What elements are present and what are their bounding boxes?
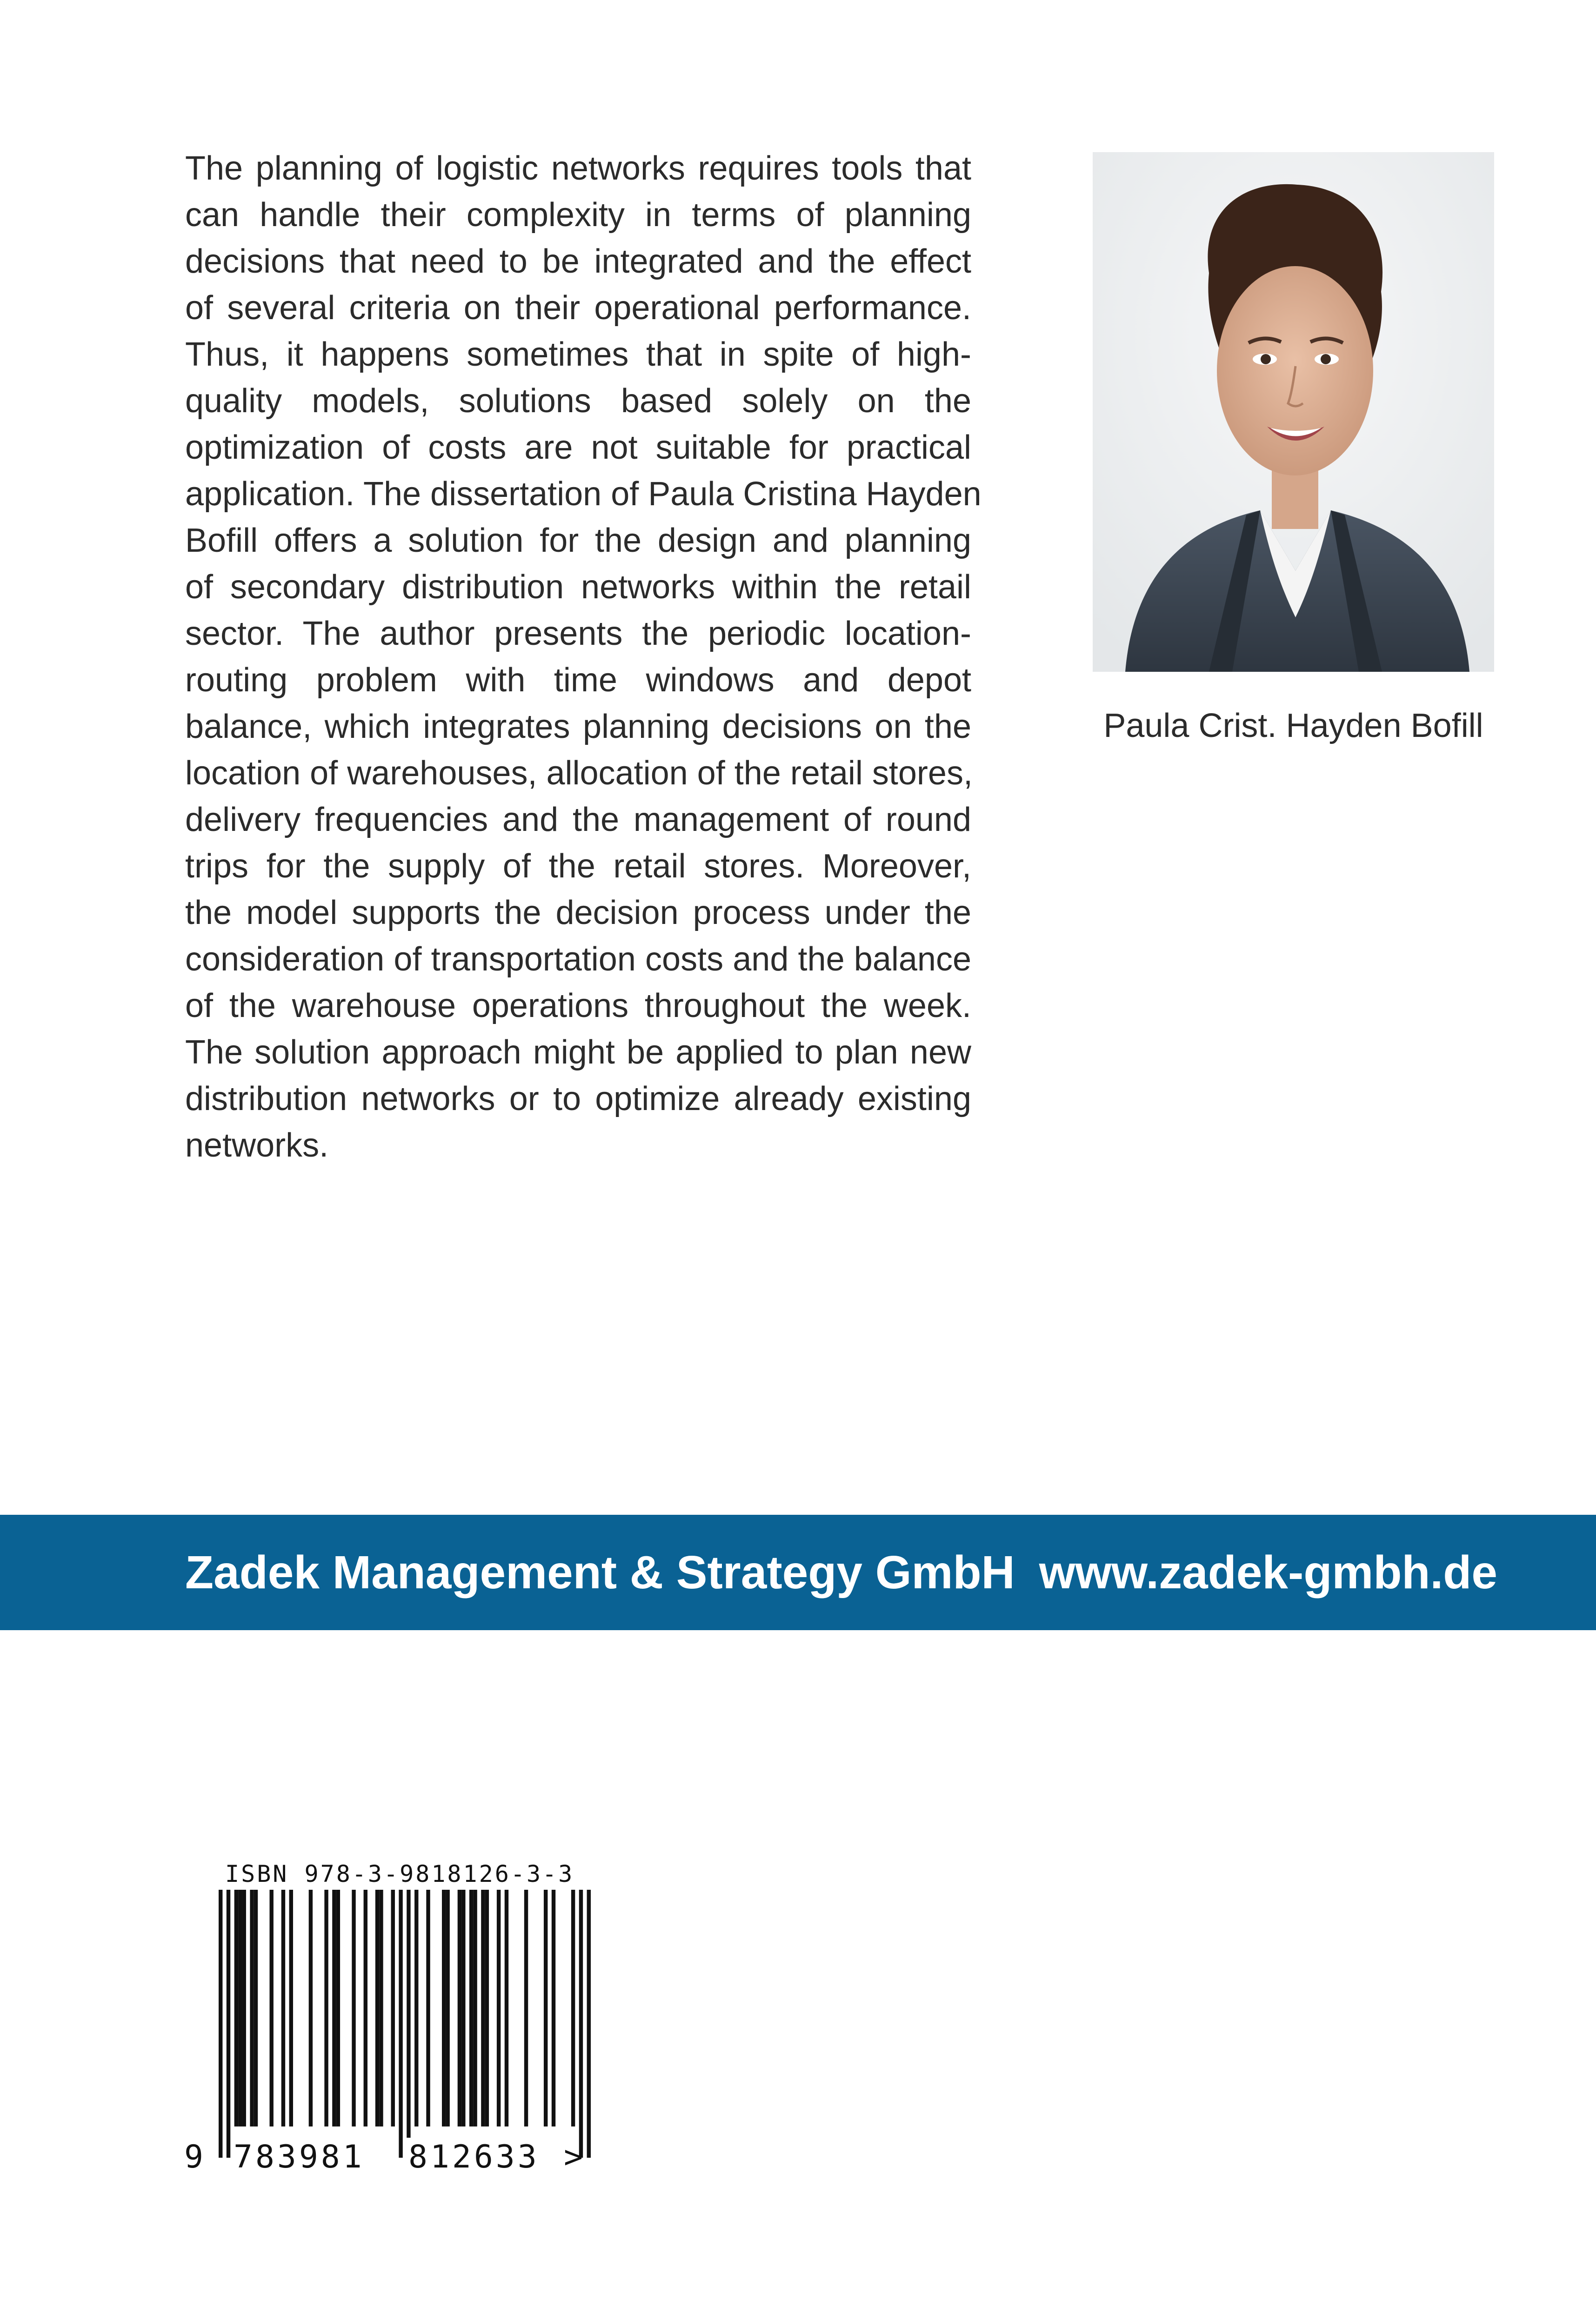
- blurb-line: trips for the supply of the retail stores. Moreover,: [185, 848, 971, 885]
- barcode-bar: [505, 1890, 508, 2127]
- barcode-bar: [324, 1890, 328, 2127]
- barcode-bar: [407, 1890, 410, 2158]
- blurb-line: can handle their complexity in terms of planning: [185, 196, 971, 234]
- barcode-bar: [250, 1890, 254, 2127]
- barcode-bar: [364, 1890, 367, 2127]
- barcode-bar: [552, 1890, 555, 2127]
- description-text: [185, 145, 982, 1169]
- publisher-band: [0, 1515, 1596, 1630]
- blurb-line: optimization of costs are not suitable for practical: [185, 429, 971, 466]
- blurb-line: distribution networks or to optimize already existing: [185, 1080, 971, 1117]
- barcode-bar: [332, 1890, 336, 2127]
- barcode-bar: [309, 1890, 313, 2127]
- ean-right-digits: 812633: [407, 2138, 541, 2177]
- barcode-bar: [336, 1890, 340, 2127]
- blurb-line: decisions that need to be integrated and the effect: [185, 243, 971, 280]
- barcode-bar: [473, 1890, 477, 2127]
- blurb-line: networks.: [185, 1127, 329, 1164]
- author-name-caption: Paula Crist. Hayden Bofill: [1103, 707, 1483, 744]
- barcode-bar: [238, 1890, 242, 2127]
- barcode-bar: [399, 1890, 402, 2158]
- barcode-bar: [461, 1890, 465, 2127]
- barcode-bar: [269, 1890, 273, 2127]
- blurb-line: Thus, it happens sometimes that in spite of high-: [185, 336, 971, 373]
- blurb-line: quality models, solutions based solely on the: [185, 382, 971, 420]
- blurb-line: The solution approach might be applied to plan new: [185, 1034, 971, 1071]
- blurb-line: of secondary distribution networks within the retail: [185, 569, 971, 606]
- barcode-bar: [426, 1890, 430, 2127]
- barcode-bar: [219, 1890, 222, 2158]
- barcode-bar: [446, 1890, 449, 2127]
- blurb-line: delivery frequencies and the management of round: [185, 801, 971, 838]
- barcode-bar: [497, 1890, 501, 2127]
- barcode-bar: [352, 1890, 355, 2127]
- blurb-line: consideration of transportation costs and the balance: [185, 941, 971, 978]
- isbn-label: ISBN 978-3-9818126-3-3: [225, 1860, 574, 1887]
- ean-left-digits: 783981: [232, 2138, 367, 2177]
- blurb-line: The planning of logistic networks requires tools that: [185, 150, 971, 187]
- blurb-line: sector. The author presents the periodic location-: [185, 615, 971, 652]
- barcode-bar: [242, 1890, 246, 2127]
- portrait-illustration: [1093, 152, 1494, 672]
- barcode-bar: [414, 1890, 418, 2127]
- barcode-bar: [458, 1890, 461, 2127]
- blurb-line: application. The dissertation of Paula Cristina Hayden: [185, 475, 982, 513]
- blurb-line: of the warehouse operations throughout the week.: [185, 987, 971, 1024]
- blurb-line: balance, which integrates planning decisions on the: [185, 708, 971, 745]
- blurb-line: routing problem with time windows and depot: [185, 662, 971, 699]
- author-photo: [1093, 152, 1494, 672]
- barcode-bar: [571, 1890, 575, 2127]
- barcode-bar: [289, 1890, 293, 2127]
- publisher-name: Zadek Management & Strategy GmbH: [185, 1546, 1015, 1599]
- barcode-bar: [524, 1890, 528, 2127]
- barcode-bar: [375, 1890, 379, 2127]
- blurb-line: Bofill offers a solution for the design and planning: [185, 522, 971, 559]
- barcode-bars: [219, 1890, 591, 2158]
- barcode-bar: [379, 1890, 383, 2127]
- barcode-bar: [481, 1890, 485, 2127]
- publisher-website-link[interactable]: www.zadek-gmbh.de: [1039, 1546, 1497, 1599]
- ean-quiet-zone-mark: >: [564, 2139, 583, 2175]
- barcode-bar: [587, 1890, 591, 2158]
- barcode-bar: [485, 1890, 489, 2127]
- blurb-line: of several criteria on their operational performance.: [185, 289, 971, 327]
- isbn-barcode: [219, 1890, 591, 2158]
- blurb-line: location of warehouses, allocation of the retail stores,: [185, 755, 973, 792]
- barcode-bar: [254, 1890, 258, 2127]
- blurb-line: the model supports the decision process under the: [185, 894, 971, 931]
- barcode-bar: [281, 1890, 285, 2127]
- barcode-bar: [442, 1890, 446, 2127]
- barcode-bar: [391, 1890, 395, 2127]
- barcode-bar: [234, 1890, 238, 2127]
- ean-first-digit: 9: [184, 2139, 203, 2175]
- barcode-bar: [579, 1890, 583, 2158]
- barcode-bar: [469, 1890, 473, 2127]
- barcode-bar: [544, 1890, 548, 2127]
- barcode-bar: [227, 1890, 230, 2158]
